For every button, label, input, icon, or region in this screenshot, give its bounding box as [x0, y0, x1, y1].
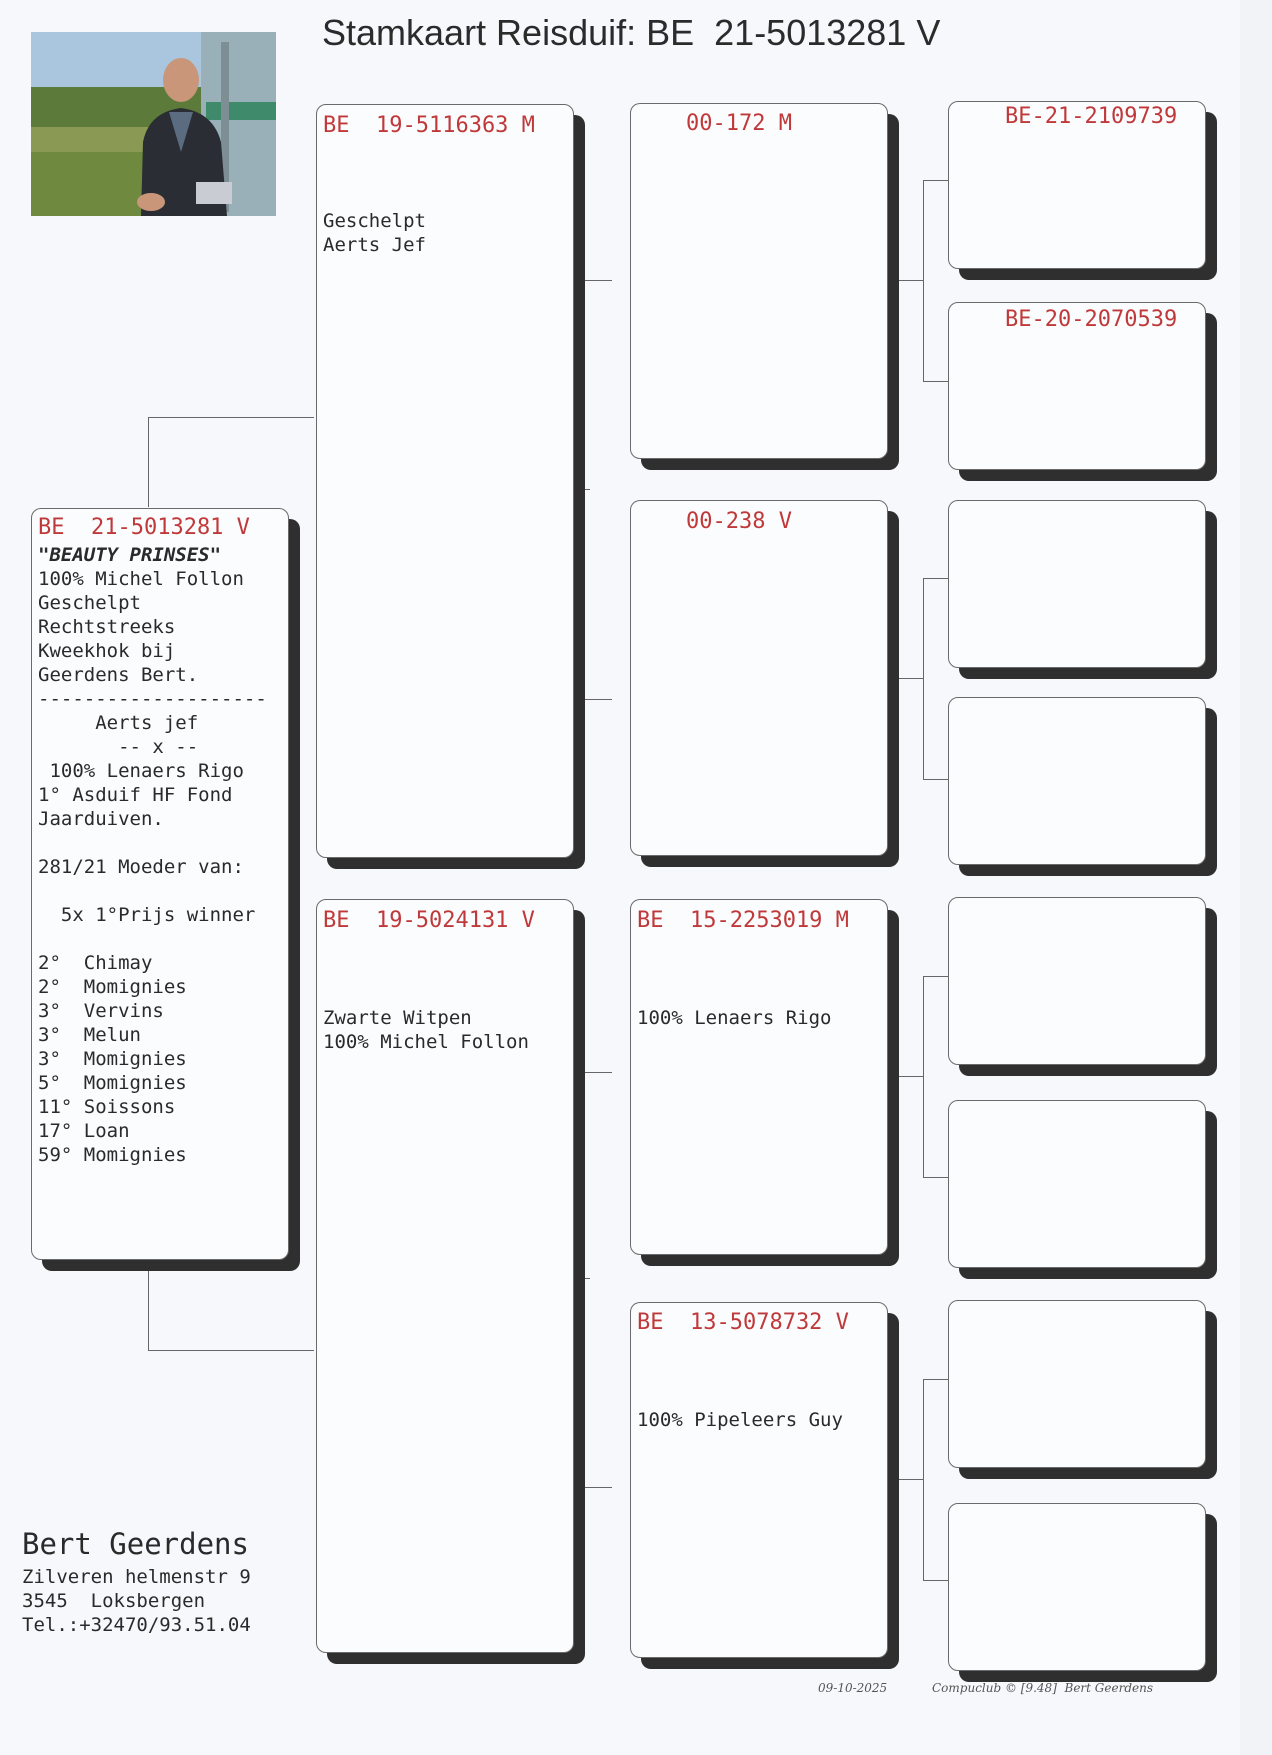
- grandparent-3-details: 100% Lenaers Rigo: [637, 1007, 832, 1029]
- connector-main-mother: [148, 1350, 314, 1351]
- great-grandparent-2-ring-number: BE-20-2070539: [1005, 307, 1178, 332]
- grandparent-3-ring-number: BE 15-2253019 M: [637, 908, 849, 933]
- father-card: [316, 104, 574, 858]
- connector-main-vertical-bottom: [148, 1270, 149, 1350]
- footer-date: 09-10-2025: [818, 1681, 888, 1695]
- great-grandparent-card-4: [948, 697, 1206, 865]
- great-grandparent-card-8: [948, 1503, 1206, 1671]
- mother-ring-number: BE 19-5024131 V: [323, 908, 535, 933]
- breeder-photo: [31, 32, 276, 216]
- grandparent-2-ring-number: 00-238 V: [686, 509, 792, 534]
- great-grandparent-card-6: [948, 1100, 1206, 1268]
- father-ring-number: BE 19-5116363 M: [323, 113, 535, 138]
- connector-father-bracket: [575, 280, 612, 700]
- mother-card: [316, 899, 574, 1653]
- connector-gen3-2-bracket: [923, 578, 949, 780]
- mother-details: Zwarte Witpen 100% Michel Follon: [323, 1007, 529, 1053]
- connector-gen3-4-bracket: [923, 1379, 949, 1581]
- connector-gen3-2-stem: [898, 678, 923, 679]
- grandparent-4-details: 100% Pipeleers Guy: [637, 1409, 843, 1431]
- grandparent-card-2: [630, 500, 888, 856]
- connector-main-father: [148, 417, 314, 418]
- main-bird-name: "BEAUTY PRINSES": [38, 544, 222, 566]
- great-grandparent-1-ring-number: BE-21-2109739: [1005, 104, 1178, 129]
- main-bird-card: [31, 508, 289, 1260]
- great-grandparent-card-2: [948, 302, 1206, 470]
- connector-gen3-1-bracket: [923, 180, 949, 382]
- great-grandparent-card-7: [948, 1300, 1206, 1468]
- grandparent-1-ring-number: 00-172 M: [686, 111, 792, 136]
- connector-main-vertical-top: [148, 417, 149, 507]
- connector-gen3-3-stem: [898, 1076, 923, 1077]
- grandparent-card-3: [630, 899, 888, 1255]
- owner-name: Bert Geerdens: [22, 1527, 249, 1561]
- great-grandparent-card-1: [948, 101, 1206, 269]
- main-bird-details: 100% Michel Follon Geschelpt Rechtstreeks Kweekhok bij Geerdens Bert. -------------------- Aerts jef -- x -- 100% Lenaers Rigo 1° Asduif HF Fond Jaarduiven. 281/21 Moeder van: 5x 1°Prijs winner 2° Chimay 2° Momignies 3° Vervins 3° Melun 3° Momignies 5° Momignies 11° Soissons 17° Loan 59° Momignies: [38, 568, 267, 1166]
- connector-gen3-3-bracket: [923, 976, 949, 1178]
- owner-city: 3545 Loksbergen: [22, 1590, 206, 1612]
- father-details: Geschelpt Aerts Jef: [323, 210, 426, 256]
- grandparent-card-1: [630, 103, 888, 459]
- grandparent-4-ring-number: BE 13-5078732 V: [637, 1310, 849, 1335]
- connector-gen3-1-stem: [898, 280, 923, 281]
- connector-gen3-4-stem: [898, 1479, 923, 1480]
- great-grandparent-card-5: [948, 897, 1206, 1065]
- page-title: Stamkaart Reisduif: BE 21-5013281 V: [322, 12, 941, 53]
- footer-software: Compuclub © [9.48] Bert Geerdens: [932, 1681, 1153, 1695]
- main-ring-number: BE 21-5013281 V: [38, 515, 250, 540]
- connector-father-stem: [575, 489, 590, 490]
- owner-street: Zilveren helmenstr 9: [22, 1566, 251, 1588]
- great-grandparent-card-3: [948, 500, 1206, 668]
- connector-mother-bracket: [575, 1072, 612, 1488]
- grandparent-card-4: [630, 1302, 888, 1658]
- owner-phone: Tel.:+32470/93.51.04: [22, 1614, 251, 1636]
- connector-mother-stem: [575, 1278, 590, 1279]
